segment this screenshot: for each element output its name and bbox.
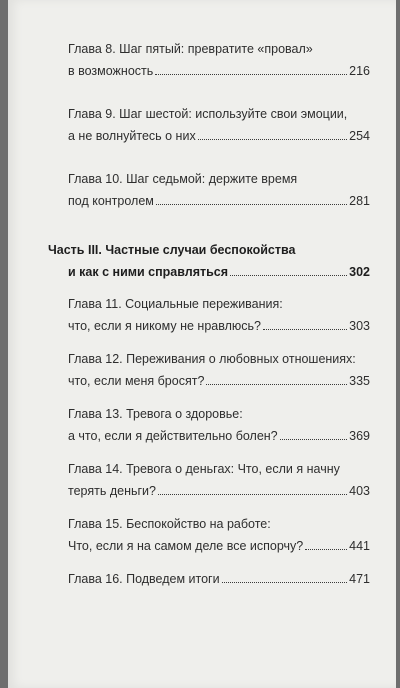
page-number: 302 bbox=[349, 265, 370, 279]
toc-entry-line-1: Глава 13. Тревога о здоровье: bbox=[68, 407, 243, 421]
dot-leader bbox=[222, 582, 348, 583]
toc-entry-line-2: под контролем bbox=[68, 194, 154, 208]
toc-entry-line-2: терять деньги? bbox=[68, 484, 156, 498]
toc-entry-line-1: Глава 12. Переживания о любовных отношениях: bbox=[68, 352, 356, 366]
toc-entry-line-2: а что, если я действительно болен? bbox=[68, 429, 278, 443]
toc-entry-line-1: Глава 9. Шаг шестой: используйте свои эмоции, bbox=[68, 107, 348, 121]
dot-leader bbox=[263, 329, 347, 330]
page-number: 403 bbox=[349, 484, 370, 498]
toc-entry-chapter-9 bbox=[68, 103, 370, 147]
dot-leader bbox=[158, 494, 347, 495]
table-of-contents bbox=[48, 38, 370, 590]
dot-leader bbox=[198, 139, 347, 140]
toc-entry-line-1: Глава 8. Шаг пятый: превратите «провал» bbox=[68, 42, 313, 56]
toc-entry-chapter-10 bbox=[68, 168, 370, 212]
page-number: 471 bbox=[349, 572, 370, 586]
dot-leader bbox=[230, 275, 347, 276]
toc-entry-chapter-16 bbox=[68, 568, 370, 590]
page-number: 369 bbox=[349, 429, 370, 443]
dot-leader bbox=[156, 204, 347, 205]
toc-entry-chapter-13 bbox=[68, 403, 370, 447]
page-number: 441 bbox=[349, 539, 370, 553]
toc-entry-part-3 bbox=[48, 239, 370, 283]
page-number: 254 bbox=[349, 129, 370, 143]
toc-entry-chapter-11 bbox=[68, 293, 370, 337]
book-page bbox=[8, 0, 396, 688]
toc-entry-line-2: в возможность bbox=[68, 64, 154, 78]
toc-entry-line-2: что, если я никому не нравлюсь? bbox=[68, 319, 261, 333]
toc-entry-chapter-8 bbox=[68, 38, 370, 82]
toc-entry-line-1: Глава 14. Тревога о деньгах: Что, если я начну bbox=[68, 462, 340, 476]
toc-entry-line-2: и как с ними справляться bbox=[68, 265, 229, 279]
page-number: 281 bbox=[349, 194, 370, 208]
toc-entry-line-1: Глава 16. Подведем итоги bbox=[68, 572, 220, 586]
toc-entry-line-2: Что, если я на самом деле все испорчу? bbox=[68, 539, 304, 553]
dot-leader bbox=[155, 74, 347, 75]
toc-entry-line-1: Глава 15. Беспокойство на работе: bbox=[68, 517, 271, 531]
toc-entry-line-1: Глава 10. Шаг седьмой: держите время bbox=[68, 172, 298, 186]
dot-leader bbox=[305, 549, 347, 550]
page-number: 303 bbox=[349, 319, 370, 333]
toc-entry-line-1: Глава 11. Социальные переживания: bbox=[68, 297, 283, 311]
toc-entry-chapter-12 bbox=[68, 348, 370, 392]
dot-leader bbox=[280, 439, 348, 440]
toc-entry-line-2: что, если меня бросят? bbox=[68, 374, 205, 388]
toc-entry-chapter-15 bbox=[68, 513, 370, 557]
page-number: 216 bbox=[349, 64, 370, 78]
toc-entry-line-2: а не волнуйтесь о них bbox=[68, 129, 196, 143]
dot-leader bbox=[206, 384, 347, 385]
page-number: 335 bbox=[349, 374, 370, 388]
toc-entry-line-1: Часть III. Частные случаи беспокойства bbox=[48, 243, 296, 257]
toc-entry-chapter-14 bbox=[68, 458, 370, 502]
